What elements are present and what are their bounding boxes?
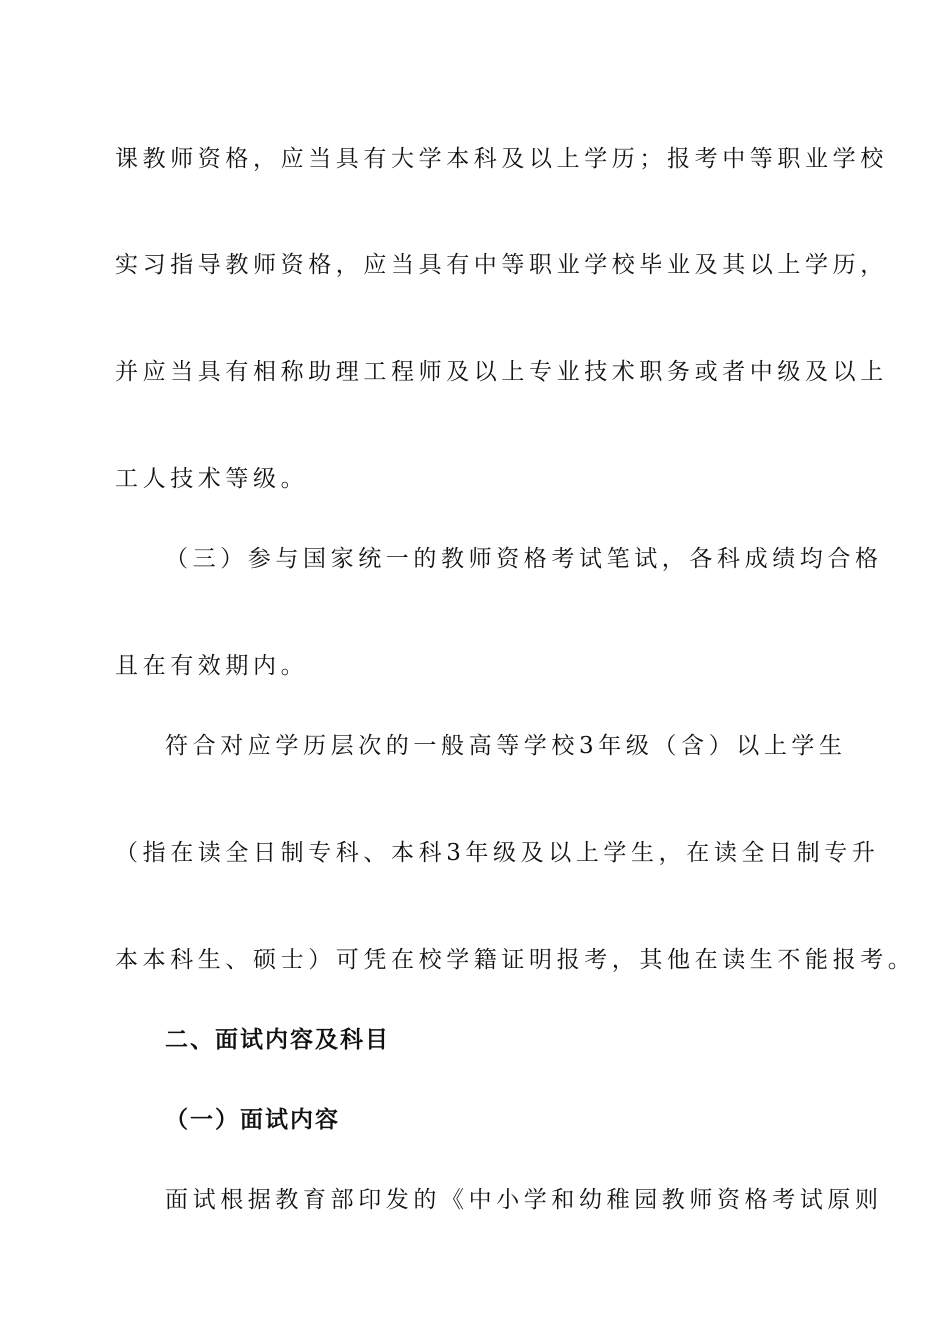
paragraph-line: 面试根据教育部印发的《中小学和幼稚园教师资格考试原则 — [165, 1187, 883, 1213]
subsection-heading: （一）面试内容 — [165, 1107, 340, 1133]
paragraph-line: 本本科生、硕士）可凭在校学籍证明报考，其他在读生不能报考。 — [115, 947, 916, 973]
paragraph-line: 课教师资格，应当具有大学本科及以上学历；报考中等职业学校 — [115, 146, 888, 172]
paragraph-line: 工人技术等级。 — [115, 466, 309, 492]
paragraph-line: 符合对应学历层次的一般高等学校3年级（含）以上学生 — [165, 733, 847, 759]
section-heading: 二、面试内容及科目 — [165, 1027, 390, 1053]
paragraph-line: 且在有效期内。 — [115, 653, 309, 679]
paragraph-line: 实习指导教师资格，应当具有中等职业学校毕业及其以上学历， — [115, 252, 888, 278]
paragraph-line: （指在读全日制专科、本科3年级及以上学生，在读全日制专升 — [115, 840, 880, 866]
paragraph-line: 并应当具有相称助理工程师及以上专业技术职务或者中级及以上 — [115, 359, 888, 385]
paragraph-line: （三）参与国家统一的教师资格考试笔试，各科成绩均合格 — [165, 546, 883, 572]
